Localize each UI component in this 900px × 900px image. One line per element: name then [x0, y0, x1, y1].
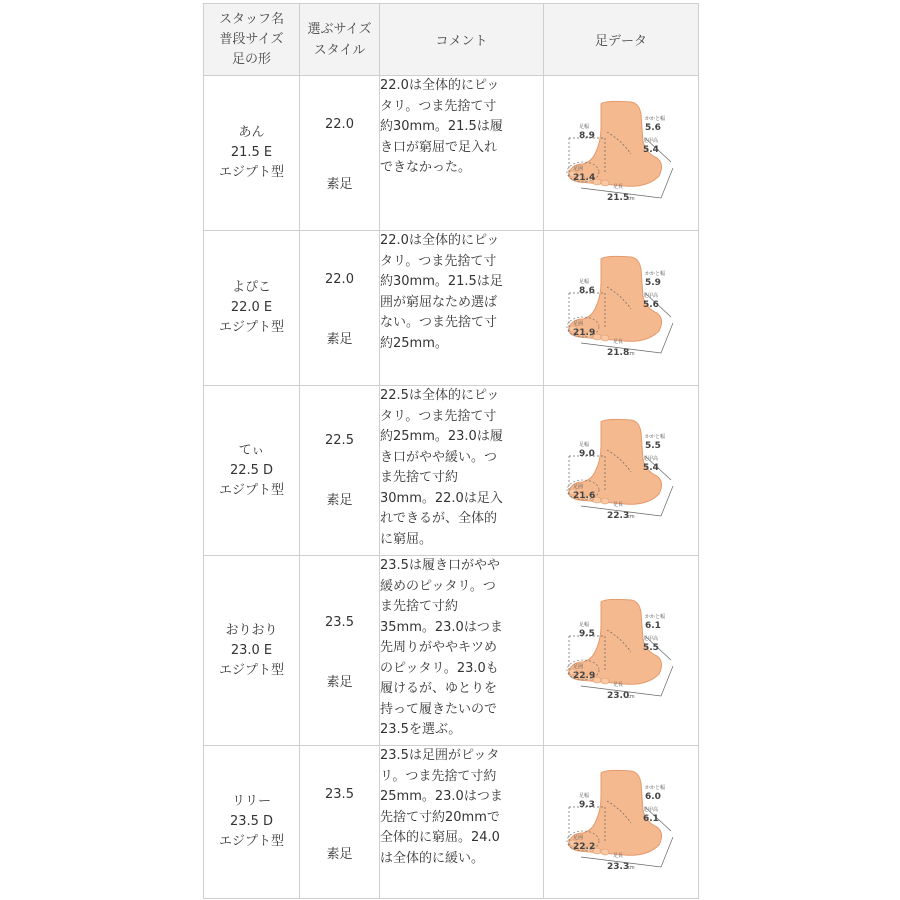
chosen-size: 22.0	[325, 117, 354, 132]
comment-line: 約30mm。21.5は履	[380, 119, 503, 134]
staff-cell	[204, 746, 300, 899]
style: 素足	[326, 493, 353, 508]
usual-size: 22.5 D	[229, 462, 274, 478]
value-ashi-take: 23.0	[607, 690, 630, 701]
header-size	[300, 4, 380, 76]
comment-line: 約30mm。21.5は足	[380, 274, 503, 289]
usual-size: 23.0 E	[230, 642, 273, 658]
header-usual-size: 普段サイズ	[219, 31, 284, 47]
foot-data-cell	[544, 386, 699, 556]
header-staff	[204, 4, 300, 76]
foot-diagram	[561, 596, 681, 706]
comment-line: 持って履きたいので	[380, 701, 498, 717]
table-header-row	[204, 4, 699, 76]
foot-shape: エジプト型	[218, 834, 284, 849]
label-doyaku: 足甲高	[643, 635, 659, 642]
value-ashi-haba: 8.9	[579, 131, 595, 141]
value-doyaku: 5.6	[643, 300, 659, 310]
comment-line: 23.5は履き口がやや	[380, 558, 500, 573]
table-row	[204, 386, 699, 556]
toe-icon	[601, 678, 609, 684]
comment-line: 先周りがややキツめ	[380, 640, 498, 655]
comment-cell	[380, 231, 544, 386]
label-ashi-take: 足長	[613, 184, 624, 190]
value-ashi-mawari: 22.9	[573, 670, 596, 681]
comment-line: 23.5は足囲がピッタ	[380, 748, 500, 763]
value-doyaku: 5.4	[643, 145, 659, 155]
size-cell	[300, 231, 380, 386]
value-ashi-take: 21.8	[607, 348, 630, 358]
comment-line: 22.5は全体的にピッ	[380, 388, 500, 403]
value-ashi-mawari: 21.9	[573, 328, 596, 338]
header-style: スタイル	[313, 42, 366, 58]
comment-line: 約25mm。23.0は履	[380, 429, 503, 444]
staff-name: よぴこ	[231, 280, 271, 295]
usual-size: 21.5 E	[230, 145, 273, 160]
value-ashi-haba: 8.6	[579, 286, 595, 296]
foot-data-cell	[544, 76, 699, 231]
table-row	[204, 76, 699, 231]
label-ashi-take: 足長	[613, 681, 624, 688]
staff-name: おりおり	[225, 622, 278, 638]
foot-shape: エジプト型	[218, 662, 284, 678]
foot-data-cell	[544, 231, 699, 386]
table-row	[204, 556, 699, 746]
size-spacer	[300, 451, 379, 491]
label-doyaku: 足甲高	[643, 293, 659, 299]
style: 素足	[326, 847, 353, 862]
usual-size: 23.5 D	[229, 814, 274, 829]
value-kakato-haba: 5.6	[645, 123, 661, 133]
foot-shape: エジプト型	[218, 320, 284, 335]
comment-cell	[380, 76, 544, 231]
comment-line: 23.5を選ぶ。	[380, 722, 462, 737]
style: 素足	[326, 177, 353, 192]
comment-line: き口がやや緩い。つ	[380, 449, 498, 465]
label-doyaku: 足甲高	[643, 455, 659, 462]
table-body	[204, 76, 699, 899]
foot-diagram	[561, 253, 681, 363]
header-staff-name: スタッフ名	[218, 11, 284, 27]
chosen-size: 23.5	[325, 787, 354, 802]
header-comment: コメント	[380, 4, 544, 76]
comment-line: 22.0は全体的にピッ	[380, 233, 500, 248]
label-ashi-mawari: 足囲	[573, 483, 584, 490]
comment-line: き口が窮屈で足入れ	[380, 139, 498, 155]
staff-name: リリー	[231, 794, 271, 809]
table-row	[204, 231, 699, 386]
size-spacer	[300, 633, 379, 673]
chosen-size: 23.5	[325, 615, 354, 630]
label-ashi-mawari: 足囲	[573, 663, 584, 670]
size-cell	[300, 746, 380, 899]
label-doyaku: 足甲高	[643, 807, 659, 813]
comment-line: 囲が窮屈なため選ば	[380, 294, 498, 310]
header-foot-data: 足データ	[544, 4, 699, 76]
comment-cell	[380, 746, 544, 899]
foot-shape: エジプト型	[218, 165, 284, 180]
staff-cell	[204, 76, 300, 231]
table-row	[204, 746, 699, 899]
comment-line: は全体的に緩い。	[380, 850, 485, 866]
label-kakato-haba: かかと幅	[645, 613, 666, 620]
comment-line: リ。つま先捨て寸約	[380, 768, 497, 784]
foot-data-cell	[544, 746, 699, 899]
style: 素足	[326, 332, 353, 347]
comment-line: れできるが、全体的	[380, 511, 498, 526]
foot-shape: エジプト型	[218, 482, 284, 498]
value-ashi-mawari: 22.2	[573, 842, 596, 852]
unit-label: cm	[627, 351, 635, 357]
comment-line: 25mm。23.0はつま	[380, 789, 503, 804]
comment-line: タリ。つま先捨て寸	[380, 98, 497, 114]
size-cell	[300, 76, 380, 231]
comment-cell	[380, 556, 544, 746]
toe-icon	[601, 849, 609, 855]
toe-icon	[601, 498, 609, 504]
comment-line: 30mm。22.0は足入	[380, 490, 503, 506]
label-kakato-haba: かかと幅	[645, 271, 666, 277]
foot-diagram	[561, 767, 681, 877]
comment-line: 全体的に窮屈。24.0	[380, 830, 500, 845]
value-ashi-take: 21.5	[607, 193, 630, 203]
foot-diagram	[561, 416, 681, 526]
staff-size-table	[203, 3, 699, 899]
label-ashi-mawari: 足囲	[573, 321, 584, 327]
foot-data-cell	[544, 556, 699, 746]
label-ashi-take: 足長	[613, 339, 624, 345]
size-cell	[300, 386, 380, 556]
value-kakato-haba: 5.9	[645, 278, 661, 288]
label-kakato-haba: かかと幅	[645, 116, 666, 122]
foot-diagram	[561, 98, 681, 208]
comment-line: 履けるが、ゆとりを	[380, 681, 498, 696]
label-ashi-take: 足長	[613, 501, 624, 508]
label-doyaku: 足甲高	[643, 138, 659, 144]
comment-line: 22.0は全体的にピッ	[380, 78, 500, 93]
comment-line: タリ。つま先捨て寸	[380, 253, 497, 269]
unit-label: cm	[627, 196, 635, 202]
label-kakato-haba: かかと幅	[645, 433, 666, 440]
header-chosen-size: 選ぶサイズ	[307, 21, 372, 37]
unit-label: cm	[627, 865, 635, 871]
value-doyaku: 5.5	[643, 642, 659, 653]
label-ashi-mawari: 足囲	[573, 835, 584, 841]
chosen-size: 22.5	[325, 433, 354, 448]
unit-label: cm	[627, 513, 635, 520]
unit-label: cm	[627, 693, 635, 700]
chosen-size: 22.0	[325, 272, 354, 287]
comment-line: 緩めのピッタリ。つ	[380, 578, 496, 594]
value-ashi-mawari: 21.4	[573, 173, 596, 183]
size-spacer	[300, 290, 379, 330]
comment-line: ま先捨て寸約	[380, 470, 459, 485]
value-ashi-mawari: 21.6	[573, 490, 596, 501]
value-kakato-haba: 6.1	[645, 620, 661, 631]
comment-cell	[380, 386, 544, 556]
label-kakato-haba: かかと幅	[645, 785, 666, 791]
comment-line: ま先捨て寸約	[380, 599, 459, 614]
comment-line: 35mm。23.0はつま	[380, 619, 503, 635]
value-ashi-take: 22.3	[607, 510, 630, 521]
staff-cell	[204, 231, 300, 386]
value-ashi-haba: 9.3	[579, 800, 595, 810]
comment-line: に窮屈。	[380, 531, 433, 547]
staff-cell	[204, 386, 300, 556]
value-ashi-haba: 9.0	[579, 448, 595, 459]
label-ashi-haba: 足幅	[579, 124, 590, 130]
staff-name: てぃ	[238, 442, 265, 458]
value-doyaku: 6.1	[643, 814, 659, 824]
size-spacer	[300, 805, 379, 845]
style: 素足	[326, 675, 353, 690]
comment-line: のピッタリ。23.0も	[380, 660, 499, 676]
value-ashi-take: 23.3	[607, 862, 630, 872]
staff-name: あん	[238, 125, 265, 140]
label-ashi-mawari: 足囲	[573, 166, 584, 172]
value-kakato-haba: 5.5	[645, 440, 661, 451]
comment-line: タリ。つま先捨て寸	[380, 408, 497, 424]
size-cell	[300, 556, 380, 746]
label-ashi-haba: 足幅	[579, 621, 590, 628]
header-foot-shape: 足の形	[231, 51, 271, 67]
comment-line: 約25mm。	[380, 335, 448, 351]
value-doyaku: 5.4	[643, 462, 659, 473]
comment-line: できなかった。	[380, 160, 472, 175]
size-spacer	[300, 135, 379, 175]
label-ashi-haba: 足幅	[579, 441, 590, 448]
label-ashi-haba: 足幅	[579, 279, 590, 285]
label-ashi-take: 足長	[613, 853, 624, 859]
staff-cell	[204, 556, 300, 746]
toe-icon	[601, 180, 609, 186]
usual-size: 22.0 E	[230, 300, 273, 315]
label-ashi-haba: 足幅	[579, 793, 590, 799]
value-ashi-haba: 9.5	[579, 628, 595, 639]
comment-line: ない。つま先捨て寸	[380, 315, 498, 330]
toe-icon	[601, 335, 609, 341]
value-kakato-haba: 6.0	[645, 792, 661, 802]
comment-line: 先捨て寸約20mmで	[380, 809, 500, 825]
